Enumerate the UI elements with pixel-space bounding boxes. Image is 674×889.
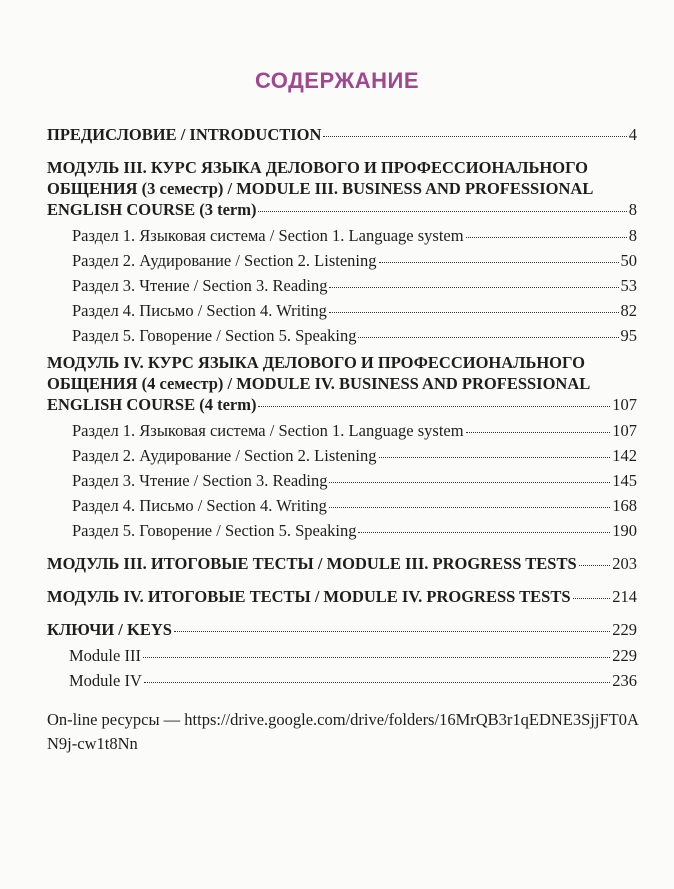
toc-entry-label: Раздел 1. Языковая система / Section 1. Language system — [72, 226, 464, 245]
toc-entry-label: Раздел 2. Аудирование / Section 2. Listening — [72, 446, 377, 465]
toc-page-number: 190 — [612, 521, 637, 540]
toc-page-number: 8 — [628, 200, 637, 219]
dot-leader — [323, 136, 626, 137]
toc-entry-keys-module-4[interactable] — [47, 668, 637, 693]
toc-entry-label: ENGLISH COURSE (3 term) — [47, 200, 257, 219]
toc-page-number: 53 — [620, 276, 637, 295]
toc-entry-line: МОДУЛЬ III. КУРС ЯЗЫКА ДЕЛОВОГО И ПРОФЕССИОНАЛЬНОГО — [47, 158, 588, 177]
toc-entry-m3-section-4[interactable] — [47, 298, 637, 323]
toc-page-number: 236 — [612, 671, 637, 690]
toc-entry-label: Раздел 3. Чтение / Section 3. Reading — [72, 276, 328, 295]
toc-page-number: 229 — [612, 646, 637, 665]
dot-leader — [579, 565, 611, 566]
toc-entry-line: ОБЩЕНИЯ (3 семестр) / MODULE III. BUSINESS AND PROFESSIONAL — [47, 179, 594, 198]
toc-entry-m4-section-3[interactable] — [47, 468, 637, 493]
online-resources-link[interactable]: https://drive.google.com/drive/folders/16MrQB3r1qEDNE3SjjFT0AN9j-cw1t8Nn — [47, 710, 639, 753]
toc-entry-m4-section-1[interactable] — [47, 418, 637, 443]
toc-page-number: 214 — [612, 587, 637, 606]
toc-entry-m4-section-4[interactable] — [47, 493, 637, 518]
page-title: СОДЕРЖАНИЕ — [254, 68, 420, 93]
toc-page-number: 145 — [612, 471, 637, 490]
toc-entry-m4-section-5[interactable] — [47, 518, 637, 543]
dot-leader — [379, 457, 611, 458]
toc-entry-module-4[interactable] — [47, 352, 637, 415]
toc-entry-m4-section-2[interactable] — [47, 443, 637, 468]
toc-entry-module-3-tests[interactable] — [47, 553, 637, 574]
toc-page-number: 142 — [612, 446, 637, 465]
toc-entry-m3-section-5[interactable] — [47, 323, 637, 348]
toc-page-number: 203 — [612, 554, 637, 573]
toc-entry-line: ОБЩЕНИЯ (4 семестр) / MODULE IV. BUSINESS AND PROFESSIONAL — [47, 374, 591, 393]
toc-entry-introduction[interactable] — [47, 124, 637, 145]
dot-leader — [174, 631, 610, 632]
dot-leader — [258, 211, 626, 212]
toc-entry-label: Раздел 5. Говорение / Section 5. Speaking — [72, 326, 357, 345]
toc-entry-m3-section-2[interactable] — [47, 248, 637, 273]
dot-leader — [358, 337, 618, 338]
toc-entry-label: Module IV — [69, 671, 142, 690]
toc-entry-module-3[interactable] — [47, 157, 637, 220]
toc-page-number: 229 — [612, 620, 637, 639]
dot-leader — [329, 287, 618, 288]
toc-entry-module-4-tests[interactable] — [47, 586, 637, 607]
toc-page-number: 168 — [612, 496, 637, 515]
toc-entry-m3-section-1[interactable] — [47, 223, 637, 248]
toc-page-number: 107 — [612, 395, 637, 414]
toc-page-number: 8 — [628, 226, 637, 245]
toc-entry-m3-section-3[interactable] — [47, 273, 637, 298]
dot-leader — [258, 406, 610, 407]
toc-entry-line: МОДУЛЬ IV. КУРС ЯЗЫКА ДЕЛОВОГО И ПРОФЕССИОНАЛЬНОГО — [47, 353, 585, 372]
toc-page-number: 95 — [620, 326, 637, 345]
dot-leader — [573, 598, 611, 599]
online-resources — [47, 708, 647, 756]
toc-entry-label: КЛЮЧИ / KEYS — [47, 620, 172, 639]
toc-page-number: 50 — [620, 251, 637, 270]
dot-leader — [466, 432, 611, 433]
online-resources-label: On-line ресурсы — — [47, 710, 181, 729]
dot-leader — [466, 237, 627, 238]
dot-leader — [144, 682, 610, 683]
dot-leader — [329, 482, 610, 483]
toc-entry-label: Раздел 5. Говорение / Section 5. Speaking — [72, 521, 357, 540]
toc-entry-label: ПРЕДИСЛОВИЕ / INTRODUCTION — [47, 125, 322, 144]
toc-page-number: 4 — [628, 125, 637, 144]
toc-entry-label: Module III — [69, 646, 141, 665]
toc-entry-keys[interactable] — [47, 619, 637, 640]
dot-leader — [143, 657, 610, 658]
toc-entry-keys-module-3[interactable] — [47, 643, 637, 668]
toc-entry-label: МОДУЛЬ III. ИТОГОВЫЕ ТЕСТЫ / MODULE III. PROGRESS TESTS — [47, 554, 577, 573]
toc-entry-label: ENGLISH COURSE (4 term) — [47, 395, 257, 414]
dot-leader — [329, 312, 619, 313]
toc-entry-label: Раздел 1. Языковая система / Section 1. Language system — [72, 421, 464, 440]
table-of-contents — [47, 124, 637, 693]
dot-leader — [329, 507, 610, 508]
toc-entry-label: Раздел 2. Аудирование / Section 2. Listening — [72, 251, 377, 270]
toc-entry-label: Раздел 3. Чтение / Section 3. Reading — [72, 471, 328, 490]
toc-entry-label: Раздел 4. Письмо / Section 4. Writing — [72, 496, 327, 515]
toc-page-number: 107 — [612, 421, 637, 440]
toc-entry-label: МОДУЛЬ IV. ИТОГОВЫЕ ТЕСТЫ / MODULE IV. PROGRESS TESTS — [47, 587, 571, 606]
toc-page-number: 82 — [620, 301, 637, 320]
dot-leader — [358, 532, 610, 533]
toc-entry-label: Раздел 4. Письмо / Section 4. Writing — [72, 301, 327, 320]
dot-leader — [379, 262, 619, 263]
